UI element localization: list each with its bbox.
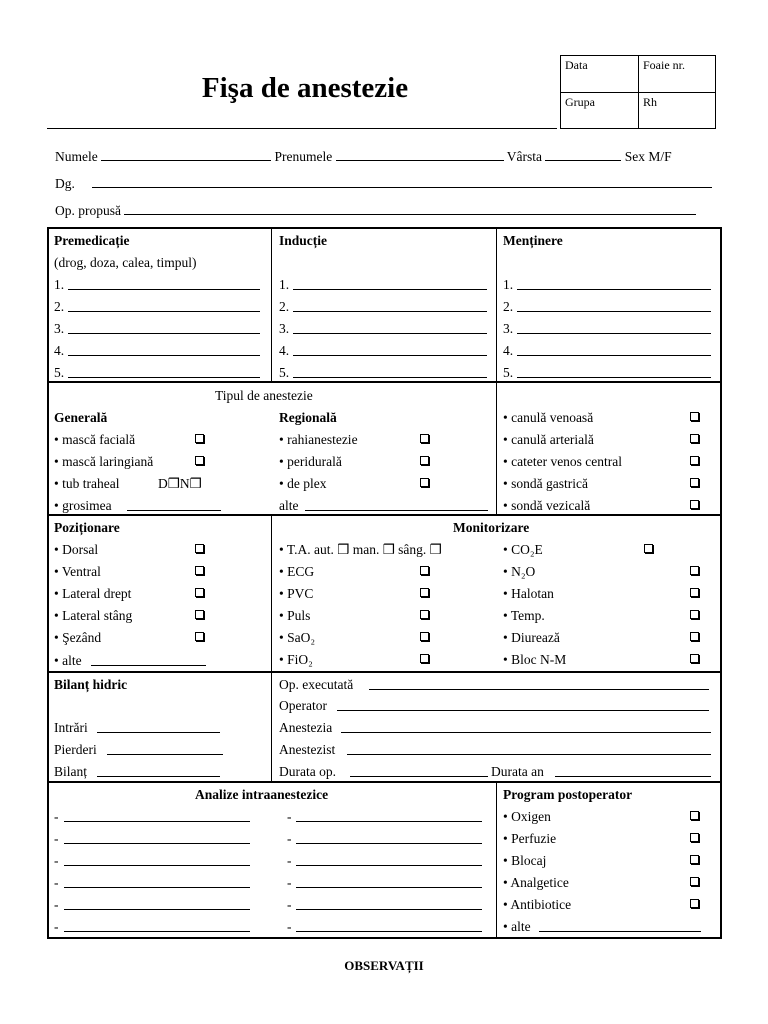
canula-checkbox-1[interactable] — [690, 412, 699, 421]
pierderi-label: Pierderi — [54, 742, 97, 757]
mentinere-number-1: 1. — [503, 277, 514, 292]
monitor2-checkbox-2[interactable] — [690, 566, 699, 575]
peridurala-checkbox[interactable] — [420, 456, 429, 465]
operator-field[interactable] — [337, 699, 709, 711]
analize-line-left-3[interactable] — [64, 854, 250, 866]
inductie-line-5[interactable] — [293, 366, 487, 378]
program-item-1: • Oxigen — [503, 809, 551, 824]
anestezia-label: Anestezia — [279, 720, 333, 735]
analize-dash-right-3: - — [287, 853, 292, 868]
regionala-item-2: • peridurală — [279, 454, 342, 469]
vrule-a1 — [271, 228, 272, 382]
prenumele-label: Prenumele — [274, 149, 333, 164]
analize-dash-right-4: - — [287, 875, 292, 890]
inductie-number-4: 4. — [279, 343, 290, 358]
analize-line-right-3[interactable] — [296, 854, 482, 866]
patient-line-1 — [55, 149, 672, 164]
dg-field[interactable] — [92, 176, 712, 188]
pozitionare-title: Poziționare — [54, 520, 120, 535]
op-propusa-field[interactable] — [124, 203, 696, 215]
analize-title: Analize intraanestezice — [195, 787, 329, 802]
bilant-title: Bilanț hidric — [54, 677, 128, 692]
premedicatie-line-4[interactable] — [68, 344, 260, 356]
program-item-5: • Antibiotice — [503, 897, 572, 912]
ta-line[interactable]: • T.A. aut. ❒ man. ❒ sâng. ❒ — [279, 542, 442, 557]
monitor2-checkbox-5[interactable] — [690, 632, 699, 641]
tipul-title: Tipul de anestezie — [215, 388, 313, 403]
vrule-a4 — [271, 672, 272, 782]
analize-dash-right-2: - — [287, 831, 292, 846]
durata-an-field[interactable] — [555, 765, 711, 777]
program-item-2: • Perfuzie — [503, 831, 557, 846]
inductie-line-2[interactable] — [293, 300, 487, 312]
monitor2-item-6: • Bloc N-M — [503, 652, 567, 667]
tub-traheal-dn[interactable]: D❒N❒ — [158, 476, 202, 491]
intrari-field[interactable] — [97, 721, 220, 733]
vrule-b5 — [496, 782, 497, 938]
mentinere-line-5[interactable] — [517, 366, 711, 378]
monitor-checkbox-3[interactable] — [420, 610, 429, 619]
rh-label: Rh — [643, 95, 658, 109]
monitor2-item-4: • Temp. — [503, 608, 545, 623]
analize-dash-left-4: - — [54, 875, 59, 890]
bilant-label: Bilanț — [54, 764, 87, 779]
program-checkbox-5[interactable] — [690, 899, 699, 908]
monitor2-item-2: • N₂O — [503, 564, 536, 579]
grupa-field[interactable] — [560, 92, 639, 129]
varsta-field[interactable] — [545, 149, 621, 161]
generala-item-1: • mască facială — [54, 432, 136, 447]
grosimea-field[interactable] — [127, 499, 221, 511]
mentinere-line-2[interactable] — [517, 300, 711, 312]
generala-item-3: • tub traheal — [54, 476, 120, 491]
rahianestezie-checkbox[interactable] — [420, 434, 429, 443]
analize-line-right-4[interactable] — [296, 876, 482, 888]
monitorizare-title: Monitorizare — [453, 520, 530, 535]
anestezist-field[interactable] — [347, 743, 711, 755]
canula-item-2: • canulă arterială — [503, 432, 594, 447]
mentinere-number-4: 4. — [503, 343, 514, 358]
premedicatie-number-1: 1. — [54, 277, 65, 292]
pozitionare-item-1: • Dorsal — [54, 542, 99, 557]
anestezia-field[interactable] — [341, 721, 711, 733]
pozitionare-checkbox-3[interactable] — [195, 588, 204, 597]
analize-dash-left-1: - — [54, 809, 59, 824]
analize-dash-left-3: - — [54, 853, 59, 868]
premedicatie-line-5[interactable] — [68, 366, 260, 378]
analize-line-left-6[interactable] — [64, 920, 250, 932]
inductie-line-1[interactable] — [293, 278, 487, 290]
prenumele-field[interactable] — [336, 149, 504, 161]
dg-label: Dg. — [55, 176, 75, 191]
pierderi-field[interactable] — [107, 743, 223, 755]
canula-checkbox-2[interactable] — [690, 434, 699, 443]
premedicatie-sub: (drog, doza, calea, timpul) — [54, 255, 197, 270]
monitor2-item-5: • Diurează — [503, 630, 560, 645]
generala-item-4: • grosimea — [54, 498, 112, 513]
masca-faciala-checkbox[interactable] — [195, 434, 204, 443]
durata-op-field[interactable] — [350, 765, 488, 777]
vrule-b1 — [496, 228, 497, 382]
durata-op-label: Durata op. — [279, 764, 336, 779]
canula-item-3: • cateter venos central — [503, 454, 623, 469]
numele-field[interactable] — [101, 149, 271, 161]
canula-checkbox-4[interactable] — [690, 478, 699, 487]
canula-checkbox-3[interactable] — [690, 456, 699, 465]
analize-line-left-5[interactable] — [64, 898, 250, 910]
durata-an-label: Durata an — [491, 764, 544, 779]
rule-3 — [47, 671, 722, 673]
generala-title: Generală — [54, 410, 108, 425]
analize-dash-right-5: - — [287, 897, 292, 912]
inductie-line-4[interactable] — [293, 344, 487, 356]
program-item-3: • Blocaj — [503, 853, 547, 868]
program-item-4: • Analgetice — [503, 875, 569, 890]
pozitionare-checkbox-5[interactable] — [195, 632, 204, 641]
inductie-title: Inducție — [279, 233, 328, 248]
premedicatie-number-2: 2. — [54, 299, 65, 314]
vrule-b2 — [496, 382, 497, 515]
regionala-alte-field[interactable] — [305, 499, 488, 511]
inductie-number-5: 5. — [279, 365, 290, 380]
regionala-title: Regională — [279, 410, 337, 425]
inductie-number-3: 3. — [279, 321, 290, 336]
masca-laringiana-checkbox[interactable] — [195, 456, 204, 465]
analize-dash-left-5: - — [54, 897, 59, 912]
inductie-number-1: 1. — [279, 277, 290, 292]
rule-4 — [47, 781, 722, 783]
analize-dash-right-1: - — [287, 809, 292, 824]
premedicatie-line-2[interactable] — [68, 300, 260, 312]
canula-item-5: • sondă vezicală — [503, 498, 591, 513]
generala-item-2: • mască laringiană — [54, 454, 154, 469]
monitor2-checkbox-3[interactable] — [690, 588, 699, 597]
pozitionare-alte-field[interactable] — [91, 654, 206, 666]
premedicatie-title: Premedicație — [54, 233, 130, 248]
vrule-a3 — [271, 516, 272, 672]
mentinere-number-3: 3. — [503, 321, 514, 336]
monitor-item-1: • ECG — [279, 564, 315, 579]
premedicatie-line-3[interactable] — [68, 322, 260, 334]
monitor-checkbox-4[interactable] — [420, 632, 429, 641]
dg-line — [55, 176, 712, 191]
numele-label: Numele — [55, 149, 98, 164]
op-executata-field[interactable] — [369, 678, 709, 690]
pozitionare-item-2: • Ventral — [54, 564, 101, 579]
pozitionare-checkbox-4[interactable] — [195, 610, 204, 619]
operator-label: Operator — [279, 698, 327, 713]
mentinere-line-4[interactable] — [517, 344, 711, 356]
inductie-line-3[interactable] — [293, 322, 487, 334]
rule-2 — [47, 514, 722, 516]
program-title: Program postoperator — [503, 787, 633, 802]
rule-1 — [47, 381, 722, 383]
foaie-label: Foaie nr. — [643, 58, 685, 72]
analize-line-right-6[interactable] — [296, 920, 482, 932]
anestezist-label: Anestezist — [279, 742, 336, 757]
grupa-label: Grupa — [565, 95, 595, 109]
program-alte-field[interactable] — [539, 920, 701, 932]
canula-item-4: • sondă gastrică — [503, 476, 588, 491]
pozitionare-item-5: • Şezând — [54, 630, 102, 645]
pozitionare-alte: • alte — [54, 653, 82, 668]
title-rule — [47, 128, 557, 129]
rh-field[interactable] — [638, 92, 716, 129]
monitor2-checkbox-6[interactable] — [690, 654, 699, 663]
mentinere-title: Menținere — [503, 233, 563, 248]
analize-line-right-5[interactable] — [296, 898, 482, 910]
op-propusa-label: Op. propusă — [55, 203, 121, 218]
mentinere-line-1[interactable] — [517, 278, 711, 290]
pozitionare-item-4: • Lateral stâng — [54, 608, 133, 623]
program-checkbox-4[interactable] — [690, 877, 699, 886]
analize-dash-left-2: - — [54, 831, 59, 846]
regionala-item-1: • rahianestezie — [279, 432, 358, 447]
pozitionare-item-3: • Lateral drept — [54, 586, 132, 601]
mentinere-number-2: 2. — [503, 299, 514, 314]
analize-line-left-2[interactable] — [64, 832, 250, 844]
monitor2-checkbox-4[interactable] — [690, 610, 699, 619]
analize-line-left-1[interactable] — [64, 810, 250, 822]
monitor2-checkbox-1[interactable] — [644, 544, 653, 553]
analize-dash-left-6: - — [54, 919, 59, 934]
program-checkbox-3[interactable] — [690, 855, 699, 864]
foaie-field[interactable] — [638, 55, 716, 93]
intrari-label: Intrări — [54, 720, 88, 735]
de-plex-checkbox[interactable] — [420, 478, 429, 487]
observatii-title: OBSERVAȚII — [344, 958, 424, 973]
analize-line-left-4[interactable] — [64, 876, 250, 888]
pozitionare-checkbox-1[interactable] — [195, 544, 204, 553]
analize-dash-right-6: - — [287, 919, 292, 934]
bilant-field[interactable] — [97, 765, 220, 777]
op-propusa-line — [55, 203, 696, 218]
regionala-item-3: • de plex — [279, 476, 327, 491]
premedicatie-line-1[interactable] — [68, 278, 260, 290]
data-field[interactable] — [560, 55, 639, 93]
monitor-item-3: • Puls — [279, 608, 311, 623]
premedicatie-number-3: 3. — [54, 321, 65, 336]
program-checkbox-1[interactable] — [690, 811, 699, 820]
monitor-checkbox-2[interactable] — [420, 588, 429, 597]
form-title: Fişa de anestezie — [201, 72, 409, 104]
op-executata-label: Op. executată — [279, 677, 354, 692]
canula-item-1: • canulă venoasă — [503, 410, 594, 425]
regionala-alte: alte — [279, 498, 299, 513]
program-checkbox-2[interactable] — [690, 833, 699, 842]
monitor-checkbox-1[interactable] — [420, 566, 429, 575]
mentinere-line-3[interactable] — [517, 322, 711, 334]
mentinere-number-5: 5. — [503, 365, 514, 380]
sex-label: Sex M/F — [624, 149, 672, 164]
premedicatie-number-4: 4. — [54, 343, 65, 358]
monitor2-item-3: • Halotan — [503, 586, 554, 601]
analize-line-right-2[interactable] — [296, 832, 482, 844]
monitor-item-5: • FiO₂ — [279, 652, 313, 667]
premedicatie-number-5: 5. — [54, 365, 65, 380]
data-label: Data — [565, 58, 588, 72]
monitor-checkbox-5[interactable] — [420, 654, 429, 663]
varsta-label: Vârsta — [506, 149, 542, 164]
monitor-item-4: • SaO₂ — [279, 630, 316, 645]
monitor2-item-1: • CO₂E — [503, 542, 543, 557]
program-alte: • alte — [503, 919, 531, 934]
pozitionare-checkbox-2[interactable] — [195, 566, 204, 575]
inductie-number-2: 2. — [279, 299, 290, 314]
analize-line-right-1[interactable] — [296, 810, 482, 822]
canula-checkbox-5[interactable] — [690, 500, 699, 509]
monitor-item-2: • PVC — [279, 586, 314, 601]
